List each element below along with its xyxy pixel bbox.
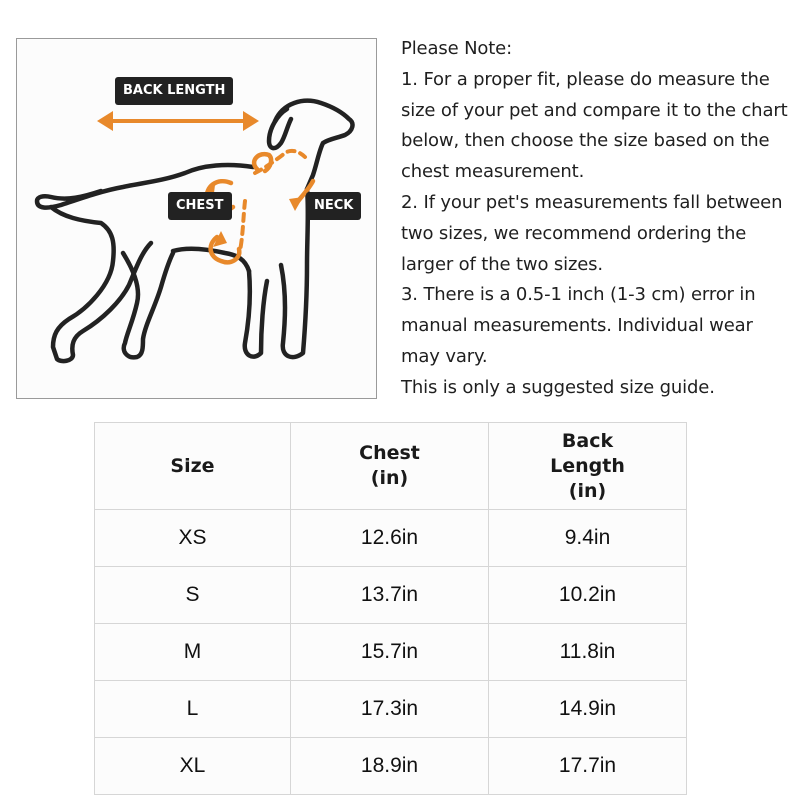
notes-footer: This is only a suggested size guide. [401,376,715,398]
size-cell: XS [95,510,291,567]
chest-cell: 18.9in [291,738,489,795]
note-line: may vary. [401,345,488,367]
measurement-diagram [16,38,377,399]
note-line: size of your pet and compare it to the chart [401,99,788,121]
size-cell: L [95,681,291,738]
header-back-length-unit: (in) [568,479,607,502]
header-size-label: Size [170,454,215,477]
header-length-label: Length [550,454,625,477]
note-line: below, then choose the size based on the [401,130,770,152]
back-length-label: BACK LENGTH [115,77,233,105]
note-line: larger of the two sizes. [401,253,603,275]
chest-cell: 13.7in [291,567,489,624]
neck-label: NECK [306,192,361,220]
chest-cell: 12.6in [291,510,489,567]
note-line: 1. For a proper fit, please do measure the [401,68,770,90]
table-header-row [95,423,687,510]
table-row [95,567,687,624]
header-chest-unit: (in) [370,467,409,489]
note-line: manual measurements. Individual wear [401,315,753,337]
header-chest [291,423,489,510]
header-size [95,423,291,510]
note-line: 3. There is a 0.5-1 inch (1-3 cm) error in [401,284,756,306]
note-line: 2. If your pet's measurements fall between [401,191,783,213]
size-cell: M [95,624,291,681]
table-row [95,738,687,795]
table-row [95,624,687,681]
note-line: two sizes, we recommend ordering the [401,222,747,244]
chest-cell: 15.7in [291,624,489,681]
table-row [95,681,687,738]
header-back-length [489,423,687,510]
table-row [95,510,687,567]
chest-cell: 17.3in [291,681,489,738]
back-length-cell: 14.9in [489,681,687,738]
double-arrow-icon [97,111,259,131]
back-length-cell: 10.2in [489,567,687,624]
notes-heading: Please Note: [401,38,513,59]
header-chest-label: Chest [359,442,420,464]
size-cell: XL [95,738,291,795]
size-cell: S [95,567,291,624]
back-length-cell: 11.8in [489,624,687,681]
note-line: chest measurement. [401,161,585,183]
size-notes [401,34,797,404]
header-back-label: Back [561,429,614,452]
size-chart-table [94,422,687,795]
back-length-cell: 17.7in [489,738,687,795]
back-length-cell: 9.4in [489,510,687,567]
chest-label: CHEST [168,192,232,220]
